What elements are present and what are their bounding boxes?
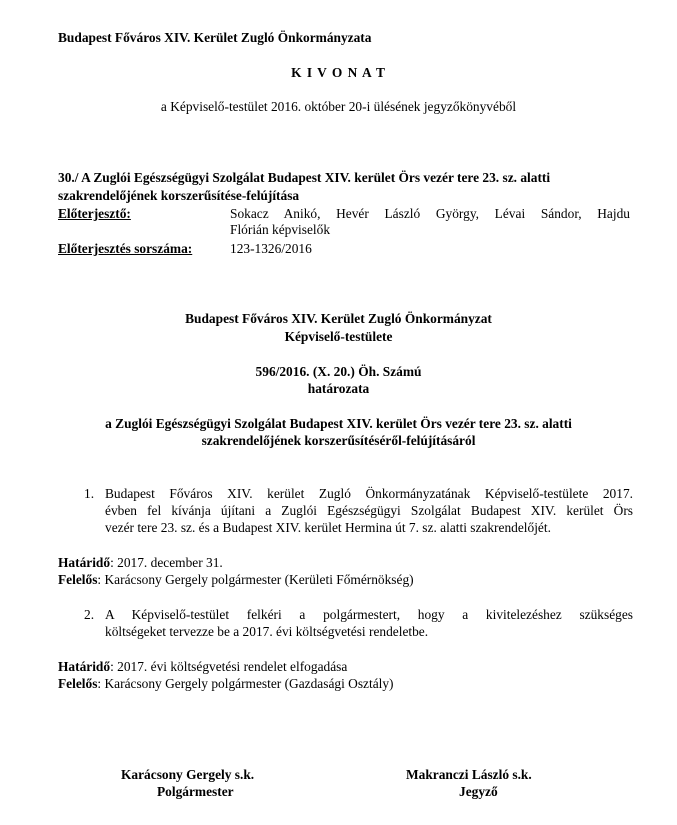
point-1-text-line1: Budapest Főváros XIV. kerület Zugló Önkormányzatának Képviselő-testülete 2017.: [105, 486, 633, 501]
deadline-value: : 2017. december 31.: [110, 555, 223, 570]
presenter-label: Előterjesztő:: [58, 206, 131, 221]
resolution-body-line1: Budapest Főváros XIV. Kerület Zugló Önkormányzat: [185, 311, 492, 326]
point-1-text-line2: évben fel kívánja újítani a Zuglói Egészségügyi Szolgálat Budapest XIV. kerület Örs: [105, 503, 633, 518]
point-1-responsible: [58, 572, 414, 588]
document-title: K I V O N A T: [291, 65, 386, 80]
point-1-deadline: [58, 555, 223, 571]
point-1-number: 1.: [84, 486, 95, 501]
notary-title: Jegyző: [459, 784, 498, 799]
point-2-responsible: [58, 676, 394, 692]
proposal-number-value: 123-1326/2016: [230, 241, 312, 256]
document-subtitle: a Képviselő-testület 2016. október 20-i ülésének jegyzőkönyvéből: [160, 99, 517, 114]
deadline-label: Határidő: [58, 659, 111, 674]
responsible-value: : Karácsony Gergely polgármester (Gazdasági Osztály): [97, 676, 394, 691]
proposal-number-label: Előterjesztés sorszáma:: [58, 241, 193, 256]
resolution-subject-line2: szakrendelőjének korszerűsítéséről-felújításáról: [201, 433, 476, 448]
resolution-number: 596/2016. (X. 20.) Öh. Számú: [255, 364, 422, 379]
presenter-names-line2: Flórián képviselők: [230, 222, 331, 237]
point-2-text-line1: A Képviselő-testület felkéri a polgármestert, hogy a kivitelezéshez szükséges: [105, 607, 633, 622]
deadline-label: Határidő: [58, 555, 111, 570]
resolution-subject-line1: a Zuglói Egészségügyi Szolgálat Budapest XIV. kerület Örs vezér tere 23. sz. alatti: [105, 416, 572, 431]
resolution-body-line2: Képviselő-testülete: [284, 329, 393, 344]
notary-signature-name: Makranczi László s.k.: [406, 767, 532, 782]
agenda-item-title-line2: szakrendelőjének korszerűsítése-felújítása: [58, 188, 300, 203]
presenter-names-line1: Sokacz Anikó, Hevér László György, Lévai Sándor, Hajdu: [230, 206, 630, 221]
deadline-value: : 2017. évi költségvetési rendelet elfogadása: [110, 659, 348, 674]
responsible-label: Felelős: [58, 676, 98, 691]
responsible-value: : Karácsony Gergely polgármester (Kerületi Főmérnökség): [97, 572, 414, 587]
agenda-item-title-line1: 30./ A Zuglói Egészségügyi Szolgálat Budapest XIV. kerület Örs vezér tere 23. sz. alatti: [58, 170, 551, 185]
responsible-label: Felelős: [58, 572, 98, 587]
point-2-text-line2: költségeket tervezze be a 2017. évi költségvetési rendeletbe.: [105, 624, 429, 639]
organization-name: Budapest Főváros XIV. Kerület Zugló Önkormányzata: [58, 30, 372, 45]
point-2-number: 2.: [84, 607, 95, 622]
mayor-signature-name: Karácsony Gergely s.k.: [121, 767, 255, 782]
point-2-deadline: [58, 659, 347, 675]
resolution-kind: határozata: [307, 381, 370, 396]
point-1-text-line3: vezér tere 23. sz. és a Budapest XIV. kerület Hermina út 7. sz. alatti szakrendelőjét.: [105, 520, 551, 535]
mayor-title: Polgármester: [157, 784, 234, 799]
